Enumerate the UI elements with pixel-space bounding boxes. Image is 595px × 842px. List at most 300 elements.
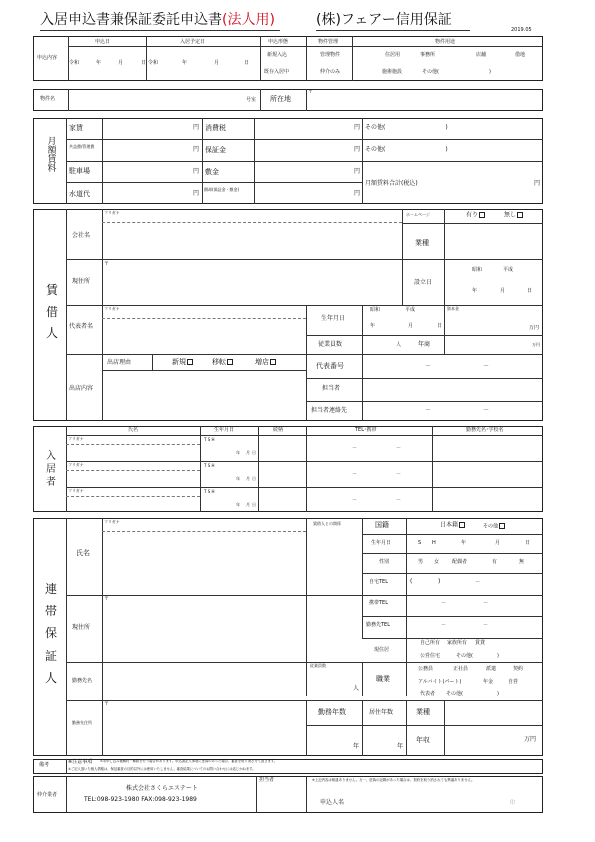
divider (406, 596, 407, 638)
month-unit: 月 (246, 476, 250, 481)
tel-dash: － (352, 471, 358, 477)
era-letters: T S H (204, 437, 215, 442)
use-other-label: その他( (422, 69, 439, 75)
residence-family[interactable]: 家族所有 (447, 640, 468, 646)
day-unit: 日 (437, 323, 443, 329)
form-title (40, 13, 275, 27)
guarantor-company: (株)フェアー信用保証 (316, 12, 452, 28)
reason-move-option[interactable] (212, 359, 233, 366)
divider (362, 518, 363, 638)
common-fee-label: 共益費/管理費 (69, 144, 95, 149)
furigana-label: フリガナ (68, 436, 84, 441)
guarantor-dob-label: 生年月日 (371, 540, 392, 546)
mobile-tel-label: 携帯TEL (369, 600, 388, 606)
man-yen-unit: 万円 (532, 342, 540, 347)
divider (362, 700, 363, 756)
use-land-option[interactable]: 借地 (515, 52, 526, 58)
year-unit: 年 (472, 288, 478, 294)
residence-other-label: その他( (456, 653, 473, 659)
work-name-field[interactable] (104, 664, 304, 696)
heisei-era: 平成 (503, 267, 514, 273)
year-unit: 年 (353, 743, 360, 750)
title-underline (40, 30, 280, 31)
guarantor-side-label (45, 578, 57, 689)
years-worked-label: 勤務年数 (318, 708, 346, 716)
day-unit: 日 (527, 288, 533, 294)
form-version: 2019.05 (511, 27, 532, 33)
caution-text-2: ②ご記入頂いた個人情報は、保証審査の目的以外には使用いたしません。審査結果についてのお問い合わせには応じかねます。 (68, 767, 256, 771)
residence-other[interactable] (456, 654, 499, 659)
rent-label: 家賃 (69, 124, 83, 132)
property-name-field[interactable] (69, 90, 244, 110)
notes-label: 備考 (39, 762, 50, 768)
divider (402, 223, 543, 224)
divider (66, 662, 543, 663)
use-office-option[interactable]: 事務所 (420, 52, 436, 58)
side-char: 居 (46, 464, 56, 475)
era-letters: T S H (204, 489, 215, 494)
tel-dash: － (441, 622, 447, 628)
job-self[interactable]: 自営 (508, 679, 519, 685)
divider (152, 354, 153, 370)
resident-row (66, 488, 543, 512)
title-paren-open: ( (222, 12, 228, 28)
tel-dash: － (396, 497, 402, 503)
annual-income-label: 年収 (416, 736, 430, 744)
spouse-label: 配偶者 (452, 559, 468, 565)
side-char: 料 (47, 164, 57, 174)
yen-unit: 円 (534, 180, 541, 187)
other-label: その他 (483, 523, 499, 530)
monthly-side-label (46, 138, 58, 174)
title-corporate: 法人用 (227, 12, 270, 28)
col-property-mgmt: 物件管理 (318, 39, 339, 45)
employees-label: 従業員数 (318, 341, 343, 348)
divider (362, 553, 543, 554)
job-dispatch[interactable]: 派遣 (486, 666, 497, 672)
apply-month-unit: 月 (118, 60, 124, 66)
spouse-no[interactable]: 無 (519, 559, 525, 565)
agent-label: 仲介業者 (37, 792, 58, 798)
residence-rental[interactable]: 賃貸 (475, 640, 486, 646)
postal-mark: 〒 (104, 596, 110, 602)
other2-close: ) (445, 146, 448, 153)
property-name-label: 物件名 (40, 96, 56, 102)
divider (260, 89, 261, 111)
reason-branch-checkbox[interactable] (270, 359, 276, 365)
paren-open: ( (410, 578, 413, 585)
day-unit: 日 (525, 540, 531, 546)
side-char: 賃 (46, 283, 59, 297)
year-unit: 年 (236, 476, 240, 481)
paren-close: ) (496, 653, 499, 659)
divider (66, 444, 200, 445)
person-in-charge-label: 担当者 (322, 385, 341, 392)
persons-unit: 人 (353, 685, 360, 692)
company-address-field[interactable] (104, 268, 400, 303)
caution-label: ※注意事項 (68, 759, 93, 765)
homepage-yes[interactable] (466, 212, 485, 219)
relation-label: 賃借人との関係 (313, 521, 341, 526)
representative-label: 代表者名 (69, 323, 94, 330)
divider (362, 139, 543, 140)
postal-mark: 〒 (308, 89, 314, 95)
rep-phone-label: 代表番号 (316, 362, 344, 370)
water-label: 水道代 (69, 190, 90, 198)
postal-mark: 〒 (104, 261, 110, 267)
caution-text-1: ①お申し込み後解約・解除を行う場合があります。申込書記入事項に虚偽のあった場合、審査を取り消させて頂きます。 (100, 759, 278, 763)
other1-open: その他( (365, 124, 386, 131)
divider (362, 354, 363, 421)
divider (362, 573, 543, 574)
paren-close: ) (438, 578, 441, 585)
divider (256, 776, 257, 813)
month-unit: 月 (495, 540, 501, 546)
work-tel-label: 勤務先TEL (366, 622, 390, 628)
use-residence-option[interactable]: 住居用 (385, 52, 401, 58)
guarantor-address-label: 現住所 (72, 624, 91, 631)
apply-day-unit: 日 (141, 60, 147, 66)
reason-new-option[interactable] (172, 359, 193, 366)
store-reason-label: 出店理由 (107, 359, 132, 366)
use-other-close: ) (488, 69, 491, 75)
homepage-no-checkbox[interactable] (517, 212, 523, 218)
divider (66, 759, 67, 774)
postal-mark: 〒 (104, 701, 110, 707)
applicant-name-label: 申込人名 (320, 799, 345, 806)
parking-label: 駐車場 (69, 167, 90, 175)
col-apply-date: 申込日 (95, 39, 111, 45)
divider (306, 89, 307, 111)
divider (306, 518, 307, 696)
gender-label: 性別 (379, 559, 390, 565)
tel-dash: － (352, 497, 358, 503)
job-employee[interactable]: 正社員 (453, 666, 469, 672)
application-section-label: 申込内容 (37, 55, 58, 61)
divider (254, 118, 255, 204)
amortization-label: 償却(保証金・敷金) (204, 187, 240, 192)
japan-checkbox[interactable] (459, 522, 465, 528)
consent-note: ※上記内容は相違ありません。万一、虚偽の記載があった場合は、契約を取り消されても異議ありません。 (312, 778, 475, 782)
divider (66, 470, 200, 471)
year-unit: 年 (236, 450, 240, 455)
divider (260, 36, 261, 81)
guarantor-name-label: 氏名 (76, 549, 90, 557)
room-suffix: 号室 (246, 97, 257, 103)
homepage-no-label: 無し (504, 211, 517, 219)
divider (66, 700, 543, 701)
divider (306, 305, 307, 421)
guarantor-underline (316, 30, 470, 31)
side-char: 借 (46, 304, 59, 319)
job-contract[interactable]: 契約 (513, 666, 524, 672)
seal-mark: 印 (510, 800, 516, 806)
divider (362, 638, 543, 639)
job-other-close: ) (496, 691, 499, 697)
tel-dash: － (352, 445, 358, 451)
applicant-name-field[interactable] (360, 795, 500, 811)
work-address-field[interactable] (104, 710, 304, 754)
showa-era: 昭和 (370, 307, 381, 313)
job-other-label: その他( (446, 691, 463, 697)
job-label: 職業 (376, 675, 390, 683)
tel-dash: － (483, 600, 489, 606)
store-contents-label: 出店内容 (69, 385, 94, 392)
reason-branch-option[interactable] (255, 359, 276, 366)
tenant-side-label (46, 280, 58, 345)
use-facility-option[interactable]: 施術施設 (382, 69, 403, 75)
other2-label (365, 147, 448, 153)
year-unit: 年 (370, 323, 376, 329)
property-address-field[interactable] (314, 90, 542, 110)
era-letters: T S H (204, 463, 215, 468)
title-main: 入居申込書兼保証委託申込書 (40, 12, 222, 28)
other1-close: ) (445, 124, 448, 131)
divider (362, 534, 543, 535)
years-lived-label: 居住年数 (369, 709, 394, 716)
tel-dash: － (475, 579, 481, 585)
col-work: 勤務先名･学校名 (466, 427, 504, 433)
divider (102, 518, 103, 756)
tel-dash: － (396, 445, 402, 451)
day-unit: 日 (252, 450, 256, 455)
yen-unit: 円 (193, 190, 200, 197)
store-contents-field[interactable] (104, 371, 304, 420)
job-civil[interactable]: 公務員 (418, 666, 434, 672)
persons-unit: 人 (396, 342, 402, 348)
yen-unit: 円 (193, 168, 200, 175)
annual-sales-label: 年商 (418, 341, 431, 348)
furigana-label: フリガナ (68, 488, 84, 493)
apply-era: 令和 (69, 60, 80, 66)
resident-row (66, 436, 543, 461)
staff-label: 担当者 (259, 777, 275, 783)
col-relation: 続柄 (273, 427, 284, 433)
man-yen-unit: 万円 (529, 325, 540, 331)
guarantor-name-field[interactable] (104, 532, 304, 592)
divider (406, 638, 407, 662)
nationality-label: 国籍 (375, 521, 389, 529)
furigana-label: フリガナ (68, 462, 84, 467)
divider (66, 496, 200, 497)
tax-label: 消費税 (205, 124, 226, 132)
company-name-label: 会社名 (72, 232, 91, 239)
job-other[interactable] (446, 692, 499, 697)
side-char: 人 (45, 670, 58, 685)
homepage-yes-label: 有り (466, 211, 479, 219)
divider (66, 209, 67, 421)
yen-unit: 円 (354, 124, 361, 131)
phone-dash: － (425, 363, 432, 370)
guarantor-address-field[interactable] (104, 604, 304, 654)
work-name-label: 勤務先名 (72, 678, 93, 684)
monthly-total-label: 月額賃料合計(税込) (365, 180, 418, 187)
spouse-yes[interactable]: 有 (492, 559, 498, 565)
use-other-option[interactable] (422, 70, 491, 75)
side-char: 人 (46, 326, 59, 341)
yen-unit: 円 (193, 146, 200, 153)
homepage-no[interactable] (504, 212, 523, 219)
divider (406, 662, 407, 696)
representative-field[interactable] (104, 319, 304, 353)
divider (66, 518, 67, 756)
mgmt-managed-option[interactable]: 管理物件 (320, 52, 341, 58)
furigana-label: フリガナ (104, 306, 120, 311)
reason-new-checkbox[interactable] (187, 359, 193, 365)
nationality-other-option[interactable] (483, 523, 505, 530)
other2-open: その他( (365, 146, 386, 153)
showa-era: 昭和 (472, 267, 483, 273)
employees-label: 従業員数 (310, 663, 326, 668)
phone-dash: － (483, 363, 490, 370)
divider (306, 725, 543, 726)
divider (406, 518, 407, 596)
divider (444, 305, 445, 354)
yen-unit: 円 (354, 168, 361, 175)
divider (306, 700, 307, 756)
month-unit: 月 (500, 288, 506, 294)
side-char: 連 (45, 582, 58, 596)
divider (444, 700, 445, 756)
month-unit: 月 (246, 450, 250, 455)
furigana-label: フリガナ (104, 210, 120, 215)
reason-new-label: 新規 (172, 358, 186, 366)
tel-dash: － (441, 600, 447, 606)
month-unit: 月 (246, 502, 250, 507)
job-pension[interactable]: 年金 (483, 679, 494, 685)
divider (66, 182, 362, 183)
divider (352, 36, 353, 81)
other1-label (365, 125, 448, 131)
other-checkbox[interactable] (499, 523, 505, 529)
side-char: 証 (45, 648, 58, 663)
side-char: 月 (47, 137, 57, 147)
tel-dash: － (396, 471, 402, 477)
homepage-label: ホームページ (406, 212, 430, 217)
job-part[interactable]: アルバイト(パート) (418, 679, 462, 685)
use-store-option[interactable]: 店舗 (476, 52, 487, 58)
residents-side-label (45, 450, 57, 489)
contact-label: 担当者連絡先 (311, 407, 348, 414)
year-unit: 年 (236, 502, 240, 507)
rep-dob-label: 生年月日 (321, 315, 346, 322)
resident-row (66, 462, 543, 487)
reason-move-label: 移転 (212, 358, 226, 366)
residence-label: 現住居 (374, 647, 390, 653)
gender-male[interactable]: 男 (418, 559, 424, 565)
capital-label: 資本金 (447, 306, 459, 311)
divider (444, 209, 445, 223)
divider (406, 700, 407, 756)
divider (362, 662, 363, 696)
divider (306, 776, 307, 813)
man-yen-unit: 万円 (524, 736, 537, 743)
gender-female[interactable]: 女 (434, 559, 440, 565)
job-rep[interactable]: 代表者 (420, 691, 436, 697)
japan-label: 日本籍 (440, 521, 459, 529)
agent-company: 株式会社さくらエステート (126, 785, 198, 792)
title-paren-close: ) (269, 12, 275, 28)
divider (362, 305, 363, 354)
industry-label: 業種 (416, 708, 430, 716)
divider (444, 223, 445, 305)
divider (102, 209, 103, 421)
side-char: 者 (46, 477, 56, 488)
nationality-japan-option[interactable] (440, 522, 465, 529)
year-unit: 年 (397, 743, 404, 750)
side-char: 保 (45, 626, 58, 641)
divider (306, 401, 543, 402)
established-label: 設立日 (414, 279, 433, 286)
col-apply-type: 申込形態 (268, 39, 289, 45)
col-property-use: 物件用途 (435, 39, 456, 45)
divider (362, 616, 543, 617)
col-move-in-date: 入居予定日 (180, 39, 206, 45)
residence-public[interactable]: 公営住宅 (420, 653, 441, 659)
divider (66, 776, 67, 813)
deposit-label: 保証金 (205, 146, 226, 154)
yen-unit: 円 (354, 146, 361, 153)
homepage-yes-checkbox[interactable] (479, 212, 485, 218)
work-address-label: 勤務先住所 (72, 720, 92, 725)
move-day-unit: 日 (244, 60, 250, 66)
era-s: S (418, 540, 422, 546)
contact-dash: － (425, 407, 432, 414)
reason-move-checkbox[interactable] (227, 359, 233, 365)
address-label: 所在地 (270, 95, 291, 103)
month-unit: 月 (408, 323, 414, 329)
reason-branch-label: 増店 (255, 358, 269, 366)
col-name: 氏名 (128, 427, 139, 433)
day-unit: 日 (252, 476, 256, 481)
divider (66, 259, 402, 260)
divider (306, 335, 543, 336)
divider (66, 161, 543, 162)
side-char: 帯 (45, 604, 58, 619)
divider (66, 139, 362, 140)
divider (66, 305, 543, 306)
era-h: H (432, 540, 436, 546)
divider (402, 259, 543, 260)
yen-unit: 円 (354, 190, 361, 197)
move-era: 令和 (148, 60, 159, 66)
yen-unit: 円 (193, 124, 200, 131)
furigana-label: フリガナ (104, 519, 120, 524)
mgmt-agency-option[interactable]: 仲介のみ (320, 69, 341, 75)
col-dob: 生年月日 (214, 427, 235, 433)
divider (68, 36, 69, 81)
home-tel-label: 自宅TEL (369, 579, 388, 585)
divider (66, 354, 543, 355)
contact-dash: － (483, 407, 490, 414)
side-char: 賃 (47, 155, 57, 165)
industry-label: 業種 (415, 239, 429, 247)
company-name-field[interactable] (104, 223, 400, 258)
agent-contact: TEL:098-923-1980 FAX:098-923-1989 (84, 796, 197, 803)
divider (146, 36, 147, 81)
type-existing-option[interactable]: 既存入居中 (264, 69, 290, 75)
col-tel: TEL･携帯 (355, 427, 377, 433)
move-month-unit: 月 (214, 60, 220, 66)
tel-dash: － (483, 622, 489, 628)
divider (306, 378, 543, 379)
apply-year-unit: 年 (96, 60, 102, 66)
type-new-option[interactable]: 新規入込 (267, 52, 288, 58)
residence-own[interactable]: 自己所有 (420, 640, 441, 646)
divider (66, 595, 543, 596)
side-char: 入 (46, 451, 56, 462)
key-money-label: 敷金 (205, 168, 219, 176)
